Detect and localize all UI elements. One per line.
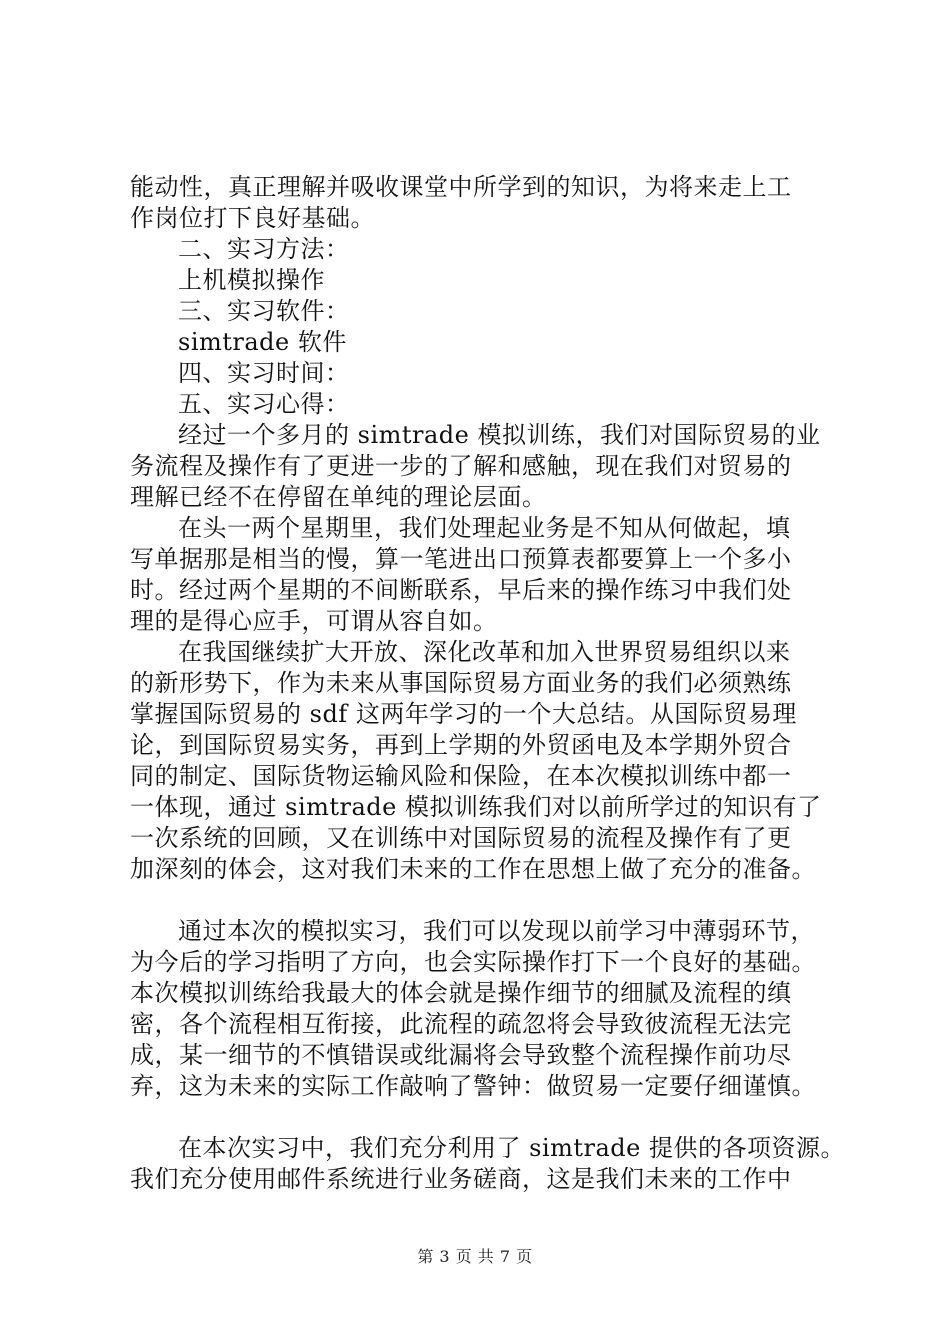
text-line: 同的制定、国际货物运输风险和保险，在本次模拟训练中都一: [130, 762, 792, 790]
text-line: 我们充分使用邮件系统进行业务磋商，这是我们未来的工作中: [130, 1165, 792, 1193]
section-heading-method: 二、实习方法：: [178, 235, 350, 263]
text-line: 经过一个多月的 simtrade 模拟训练，我们对国际贸易的业: [178, 421, 821, 449]
text-line: 为今后的学习指明了方向，也会实际操作打下一个良好的基础。: [130, 948, 816, 976]
text-line: 理解已经不在停留在单纯的理论层面。: [130, 483, 547, 511]
text-line: 加深刻的体会，这对我们未来的工作在思想上做了充分的准备。: [130, 855, 816, 883]
section-heading-experience: 五、实习心得：: [178, 390, 350, 418]
text-line: 能动性，真正理解并吸收课堂中所学到的知识，为将来走上工: [130, 173, 792, 201]
text-line: 写单据那是相当的慢，算一笔进出口预算表都要算上一个多小: [130, 545, 792, 573]
text-line: 务流程及操作有了更进一步的了解和感触，现在我们对贸易的: [130, 452, 792, 480]
text-line: simtrade 软件: [178, 328, 347, 356]
text-line: 掌握国际贸易的 sdf 这两年学习的一个大总结。从国际贸易理: [130, 700, 797, 728]
page-number-footer: 第 3 页 共 7 页: [417, 1247, 533, 1266]
text-line: 上机模拟操作: [178, 266, 325, 294]
text-line: 一体现，通过 simtrade 模拟训练我们对以前所学过的知识有了: [130, 793, 822, 821]
text-line: 在我国继续扩大开放、深化改革和加入世界贸易组织以来: [178, 638, 791, 666]
text-line: 本次模拟训练给我最大的体会就是操作细节的细腻及流程的缜: [130, 979, 792, 1007]
text-line: 在本次实习中，我们充分利用了 simtrade 提供的各项资源。: [178, 1134, 845, 1162]
text-line: 弃，这为未来的实际工作敲响了警钟：做贸易一定要仔细谨慎。: [130, 1072, 816, 1100]
text-line: 一次系统的回顾，又在训练中对国际贸易的流程及操作有了更: [130, 824, 792, 852]
text-line: 理的是得心应手，可谓从容自如。: [130, 607, 498, 635]
section-heading-software: 三、实习软件：: [178, 297, 350, 325]
paragraph-gap: [130, 885, 840, 916]
text-line: 时。经过两个星期的不间断联系，早后来的操作练习中我们处: [130, 576, 792, 604]
text-line: 通过本次的模拟实习，我们可以发现以前学习中薄弱环节，: [178, 917, 815, 945]
text-line: 论，到国际贸易实务，再到上学期的外贸函电及本学期外贸合: [130, 731, 792, 759]
section-heading-time: 四、实习时间：: [178, 359, 350, 387]
paragraph-gap: [130, 1102, 840, 1133]
text-line: 成，某一细节的不慎错误或纰漏将会导致整个流程操作前功尽: [130, 1041, 792, 1069]
text-line: 的新形势下，作为未来从事国际贸易方面业务的我们必须熟练: [130, 669, 792, 697]
text-line: 作岗位打下良好基础。: [130, 204, 375, 232]
text-line: 在头一两个星期里，我们处理起业务是不知从何做起，填: [178, 514, 791, 542]
body-text: [130, 172, 845, 1195]
text-line: 密，各个流程相互衔接，此流程的疏忽将会导致彼流程无法完: [130, 1010, 792, 1038]
